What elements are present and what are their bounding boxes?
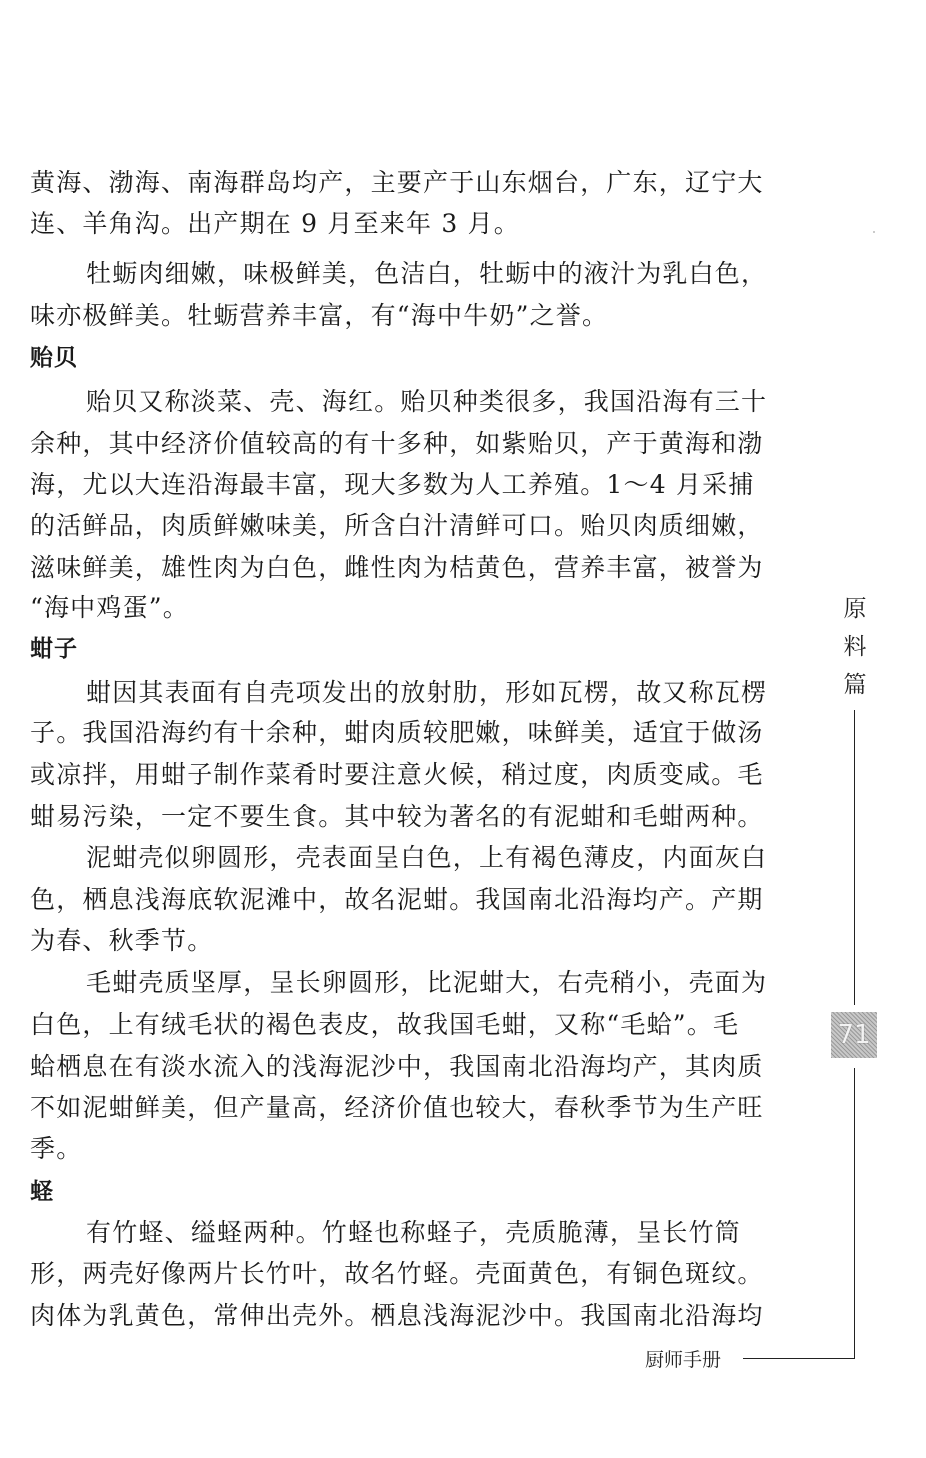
section-heading-razor-clam: 蛏 [30,1179,54,1205]
chapter-side-label [840,590,870,704]
margin-rule-lower [854,1068,855,1358]
chapter-char: 原 [843,596,867,622]
section-heading-mussel: 贻贝 [30,345,78,371]
scan-speck [873,231,875,233]
chapter-char: 篇 [843,672,867,698]
section-heading-ark-clam: 蚶子 [30,636,78,662]
text-line: 肉体为乳黄色，常伸出壳外。栖息浅海泥沙中。我国南北沿海均 [30,1301,764,1330]
text-line: 余种，其中经济价值较高的有十多种，如紫贻贝，产于黄海和渤 [30,429,764,458]
footer-rule [743,1358,855,1359]
text-line: 白色，上有绒毛状的褐色表皮，故我国毛蚶，又称“毛蛤”。毛 [30,1010,740,1039]
margin-rule-upper [854,710,855,1005]
text-line: 的活鲜品，肉质鲜嫩味美，所含白汁清鲜可口。贻贝肉质细嫩， [30,511,764,540]
paragraph-first-line: 毛蚶壳质坚厚，呈长卵圆形，比泥蚶大，右壳稍小，壳面为 [86,968,768,997]
paragraph-first-line: 贻贝又称淡菜、壳、海红。贻贝种类很多，我国沿海有三十 [86,387,768,416]
book-title-footer: 厨师手册 [645,1345,723,1372]
text-line: 连、羊角沟。出产期在 9 月至来年 3 月。 [30,209,521,238]
text-line: “海中鸡蛋”。 [30,593,189,622]
text-line: 味亦极鲜美。牡蛎营养丰富，有“海中牛奶”之誉。 [30,301,609,330]
text-line: 滋味鲜美，雄性肉为白色，雌性肉为桔黄色，营养丰富，被誉为 [30,553,764,582]
text-line: 蚶易污染，一定不要生食。其中较为著名的有泥蚶和毛蚶两种。 [30,802,764,831]
page-number: 71 [837,1020,871,1050]
paragraph-first-line: 牡蛎肉细嫩，味极鲜美，色洁白，牡蛎中的液汁为乳白色， [86,259,768,288]
text-line: 色，栖息浅海底软泥滩中，故名泥蚶。我国南北沿海均产。产期 [30,885,764,914]
page-number-box [831,1012,877,1058]
text-line: 海，尤以大连沿海最丰富，现大多数为人工养殖。1～4 月采捕 [30,470,755,499]
text-line: 子。我国沿海约有十余种，蚶肉质较肥嫩，味鲜美，适宜于做汤 [30,718,764,747]
text-line: 黄海、渤海、南海群岛均产，主要产于山东烟台，广东，辽宁大 [30,168,764,197]
text-line: 或凉拌，用蚶子制作菜肴时要注意火候，稍过度，肉质变咸。毛 [30,760,764,789]
paragraph-first-line: 蚶因其表面有自壳项发出的放射肋，形如瓦楞，故又称瓦楞 [86,678,768,707]
paragraph-first-line: 有竹蛏、缢蛏两种。竹蛏也称蛏子，壳质脆薄，呈长竹筒 [86,1218,742,1247]
paragraph-first-line: 泥蚶壳似卵圆形，壳表面呈白色，上有褐色薄皮，内面灰白 [86,843,768,872]
text-line: 形，两壳好像两片长竹叶，故名竹蛏。壳面黄色，有铜色斑纹。 [30,1259,764,1288]
text-line: 不如泥蚶鲜美，但产量高，经济价值也较大，春秋季节为生产旺 [30,1093,764,1122]
chapter-char: 料 [843,634,867,660]
text-line: 蛤栖息在有淡水流入的浅海泥沙中，我国南北沿海均产，其肉质 [30,1052,764,1081]
text-line: 为春、秋季节。 [30,926,214,955]
text-line: 季。 [30,1134,83,1163]
